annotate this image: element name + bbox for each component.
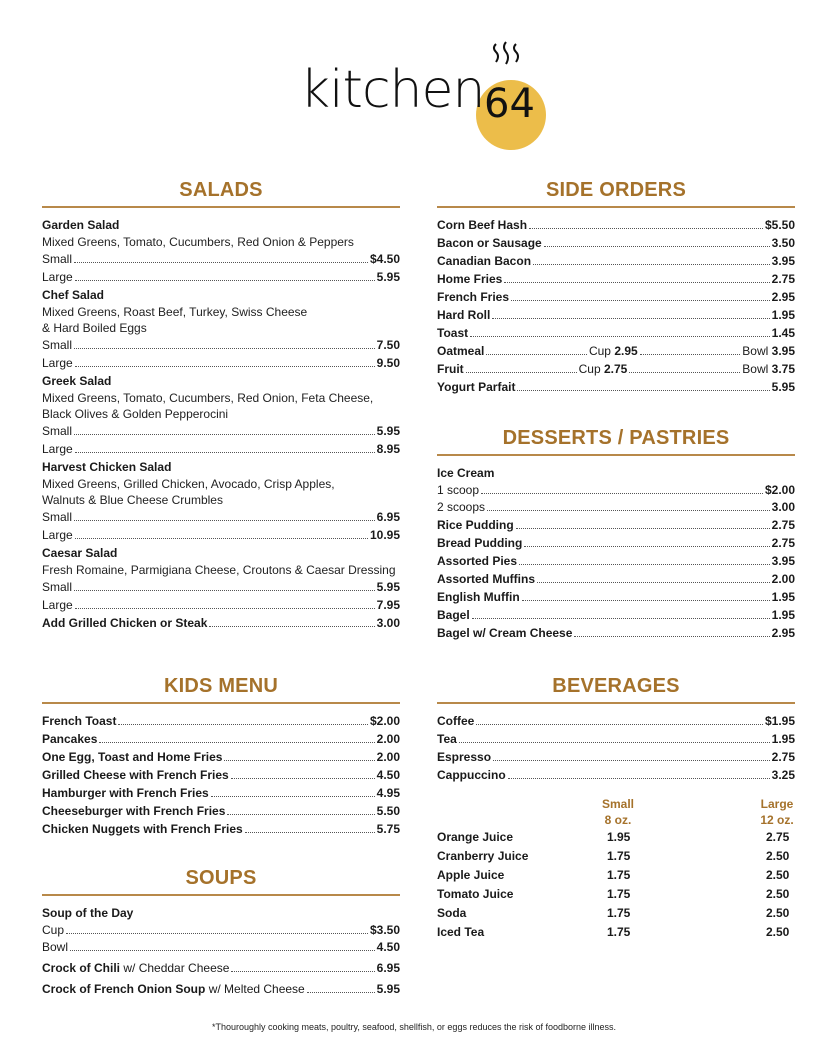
menu-item-name: Chef Salad — [42, 288, 105, 302]
menu-item: One Egg, Toast and Home Fries 2.00 — [42, 750, 400, 764]
menu-item-desc: Fresh Romaine, Parmigiana Cheese, Croutons & Caesar Dressing — [42, 563, 396, 577]
small-size-header: Small 8 oz. — [601, 797, 634, 827]
beverage-row: Apple Juice 1.75 2.50 — [437, 868, 790, 882]
beverage-row: Orange Juice 1.95 2.75 — [437, 830, 790, 844]
section-divider — [42, 206, 400, 208]
menu-item-name: Caesar Salad — [42, 546, 118, 560]
menu-item: Grilled Cheese with French Fries 4.50 — [42, 768, 400, 782]
menu-item: Bread Pudding 2.75 — [437, 536, 795, 550]
section-divider — [437, 702, 795, 704]
steam-icon — [488, 40, 528, 70]
menu-item-desc: Mixed Greens, Tomato, Cucumbers, Red Onion, Feta Cheese, — [42, 391, 374, 405]
section-divider — [437, 454, 795, 456]
section-title: SALADS — [179, 179, 263, 201]
menu-item: Bagel w/ Cream Cheese 2.95 — [437, 626, 795, 640]
section-divider — [42, 702, 400, 704]
menu-item: Cappuccino 3.25 — [437, 768, 795, 782]
menu-item-name: Soup of the Day — [42, 906, 134, 920]
menu-item-desc: & Hard Boiled Eggs — [42, 321, 147, 335]
menu-item-desc: Mixed Greens, Roast Beef, Turkey, Swiss Cheese — [42, 305, 308, 319]
menu-item: Chicken Nuggets with French Fries 5.75 — [42, 822, 400, 836]
price-row: Large 5.95 — [42, 270, 400, 284]
menu-item: Yogurt Parfait 5.95 — [437, 380, 795, 394]
menu-item-desc: Mixed Greens, Tomato, Cucumbers, Red Onion & Peppers — [42, 235, 354, 249]
menu-item: Assorted Pies 3.95 — [437, 554, 795, 568]
kids-menu-section — [42, 674, 400, 838]
menu-item: Toast 1.45 — [437, 326, 795, 340]
price-row: Large 7.95 — [42, 598, 400, 612]
soups-section — [42, 866, 400, 998]
kitchen64-logo — [298, 40, 548, 135]
menu-item: Corn Beef Hash $5.50 — [437, 218, 795, 232]
menu-item-name: Greek Salad — [42, 374, 112, 388]
menu-item: Home Fries 2.75 — [437, 272, 795, 286]
beverages-section — [437, 674, 795, 784]
beverage-row: Tomato Juice 1.75 2.50 — [437, 887, 790, 901]
price-row: Large 10.95 — [42, 528, 400, 542]
menu-item: French Toast $2.00 — [42, 714, 400, 728]
menu-item: Cheeseburger with French Fries 5.50 — [42, 804, 400, 818]
logo-number: 64 — [484, 81, 535, 127]
beverage-row: Soda 1.75 2.50 — [437, 906, 790, 920]
section-title: BEVERAGES — [552, 675, 680, 697]
menu-item: Coffee $1.95 — [437, 714, 795, 728]
section-title: SIDE ORDERS — [545, 179, 686, 201]
side-orders-section — [437, 178, 795, 396]
menu-item: Assorted Muffins 2.00 — [437, 572, 795, 586]
menu-item-desc: Black Olives & Golden Pepperocini — [42, 407, 229, 421]
price-row: Small $4.50 — [42, 252, 400, 266]
fruit-row: Fruit Cup 2.75 Bowl 3.75 — [437, 362, 796, 376]
menu-item-desc: Walnuts & Blue Cheese Crumbles — [42, 493, 223, 507]
salads-section — [42, 178, 400, 632]
price-row: 2 scoops 3.00 — [437, 500, 795, 514]
price-row: Small 6.95 — [42, 510, 400, 524]
menu-item: English Muffin 1.95 — [437, 590, 795, 604]
price-row: 1 scoop $2.00 — [437, 483, 795, 497]
menu-item: Pancakes 2.00 — [42, 732, 400, 746]
desserts-section — [437, 426, 795, 642]
section-divider — [437, 206, 795, 208]
large-size-header: Large 12 oz. — [760, 797, 794, 827]
price-row: Small 5.95 — [42, 580, 400, 594]
section-title: KIDS MENU — [163, 675, 279, 697]
oatmeal-row: Oatmeal Cup 2.95 Bowl 3.95 — [437, 344, 796, 358]
menu-item-name: Garden Salad — [42, 218, 120, 232]
section-title: SOUPS — [185, 867, 257, 889]
menu-item: Canadian Bacon 3.95 — [437, 254, 795, 268]
menu-item: Crock of Chili w/ Cheddar Cheese 6.95 — [42, 961, 400, 975]
price-row: Small 7.50 — [42, 338, 400, 352]
logo-wordmark: kitchen — [300, 60, 485, 120]
price-row: Small 5.95 — [42, 424, 400, 438]
menu-item: Espresso 2.75 — [437, 750, 795, 764]
price-row: Large 8.95 — [42, 442, 400, 456]
beverage-row: Iced Tea 1.75 2.50 — [437, 925, 790, 939]
menu-item: French Fries 2.95 — [437, 290, 795, 304]
menu-item: Bagel 1.95 — [437, 608, 795, 622]
menu-item: Hard Roll 1.95 — [437, 308, 795, 322]
menu-item: Rice Pudding 2.75 — [437, 518, 795, 532]
section-title: DESSERTS / PASTRIES — [502, 427, 730, 449]
menu-item: Tea 1.95 — [437, 732, 795, 746]
beverage-row: Cranberry Juice 1.75 2.50 — [437, 849, 790, 863]
price-row: Cup $3.50 — [42, 923, 400, 937]
addon-row: Add Grilled Chicken or Steak 3.00 — [42, 616, 400, 630]
menu-item-name: Ice Cream — [437, 466, 495, 480]
menu-item: Bacon or Sausage 3.50 — [437, 236, 795, 250]
menu-item-desc: Mixed Greens, Grilled Chicken, Avocado, Crisp Apples, — [42, 477, 335, 491]
price-row: Large 9.50 — [42, 356, 400, 370]
menu-item-name: Harvest Chicken Salad — [42, 460, 172, 474]
food-safety-footnote: *Thouroughly cooking meats, poultry, seafood, shellfish, or eggs reduces the risk of foodborne illness. — [211, 1022, 617, 1032]
price-row: Bowl 4.50 — [42, 940, 400, 954]
menu-item: Hamburger with French Fries 4.95 — [42, 786, 400, 800]
menu-item: Crock of French Onion Soup w/ Melted Cheese 5.95 — [42, 982, 400, 996]
section-divider — [42, 894, 400, 896]
